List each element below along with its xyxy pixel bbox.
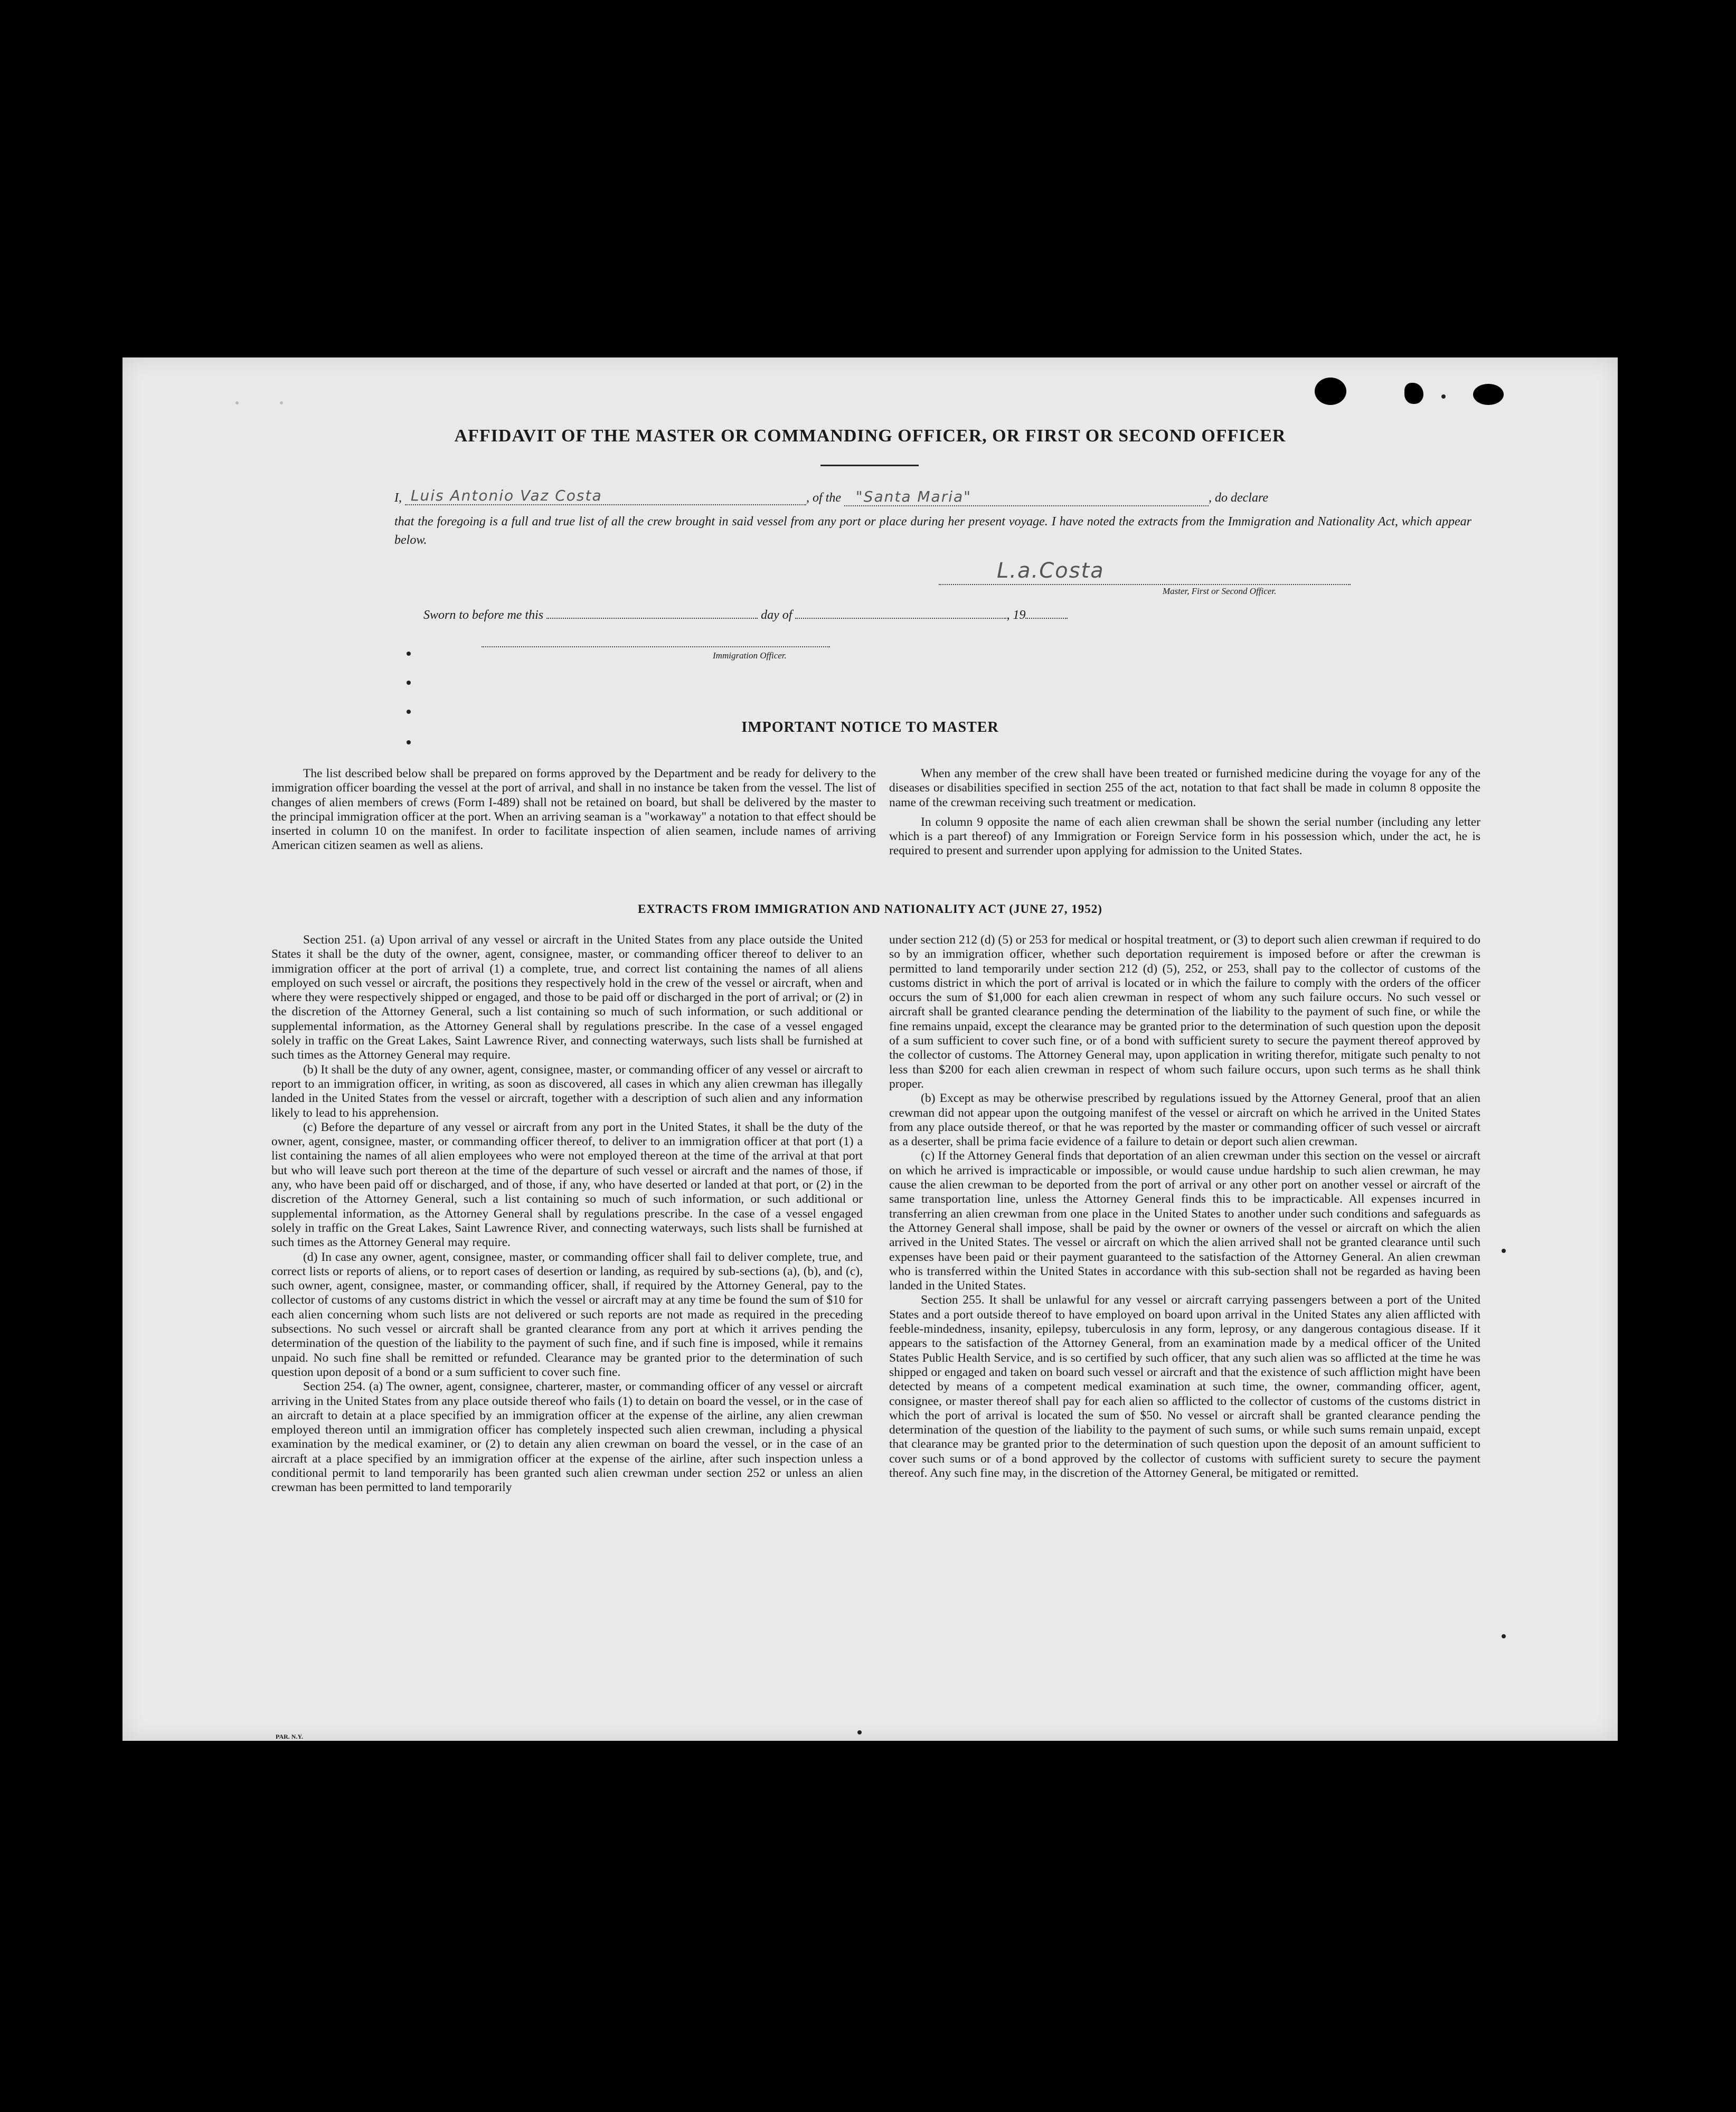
notice-right-column: [889, 767, 1480, 859]
background-speck: [235, 401, 239, 404]
sworn-month-field[interactable]: [795, 618, 1006, 619]
notice-right-paragraph-1: When any member of the crew shall have been treated or furnished medicine during the voyage for any of the diseases or disabilities specified in section 255 of the act, notation to that fact shall be made in column 8 opposite the name of the crewman receiving such treatment or medication.: [889, 767, 1480, 809]
declaration-body: that the foregoing is a full and true list of all the crew brought in said vessel from any port or place during her present voyage. I have noted the extracts from the Immigration and Nationality Act, which appear below.: [394, 515, 1471, 547]
section-254-a-cont: under section 212 (d) (5) or 253 for medical or hospital treatment, or (3) to deport such alien crewman if required to do so by an immigration officer, whether such deportation requirement is imposed before or after the crewman is permitted to land temporarily under section 212 (d) (5), 252, or 253, shall pay to the collector of customs of the customs district in which the port of arrival is located or in which the failure to comply with the orders of the officer occurs the sum of $1,000 for each alien crewman in respect of whom any such failure occurs. No such vessel or aircraft shall be granted clearance pending the determination of the liability to the payment of such fine, or while the fine remains unpaid, except the clearance may be granted prior to the determination of such question upon the deposit of a sum sufficient to cover such fine, or of a bond with sufficient surety to secure the payment thereof approved by the collector of customs. The Attorney General may, upon application in writing therefor, mitigate such penalty to not less than $200 for each alien crewman in respect of whom such failure occurs, upon such terms as he shall think proper.: [889, 933, 1480, 1091]
notice-left-paragraph: The list described below shall be prepared on forms approved by the Department and be ready for delivery to the immigration officer boarding the vessel at the port of arrival, and shall in no instance be taken from the vessel. The list of changes of alien members of crews (Form I-489) shall not be retained on board, but shall be delivered by the master to the principal immigration officer at the port. When an arriving seaman is a "workaway" a notation to that effect should be inserted in column 10 on the manifest. In order to facilitate inspection of alien seamen, include names of arriving American citizen seamen as well as aliens.: [271, 767, 876, 853]
decl-of: , of the: [806, 491, 841, 505]
punch-hole: [1404, 383, 1423, 404]
extracts-right-column: [889, 933, 1480, 1481]
section-254-a: Section 254. (a) The owner, agent, consignee, charterer, master, or commanding officer of any vessel or aircraft arriving in the United States from any place outside thereof who fails (1) to detain on board the vessel, or in the case of an aircraft to detain at a place specified by an immigration officer at the expense of the airline, any alien crewman employed thereon until an immigration officer has completely inspected such alien crewman, including a physical examination by the medical examiner, or (2) to detain any alien crewman on board the vessel, or in the case of an aircraft at a place specified by an immigration officer at the expense of the airline, after such inspection unless a conditional permit to land temporarily has been granted such alien crewman under section 252 or unless an alien crewman has been permitted to land temporarily: [271, 1380, 863, 1495]
declaration-line: [394, 488, 1471, 506]
margin-dot: [1502, 1249, 1506, 1253]
background-speck: [280, 401, 283, 404]
section-254-c: (c) If the Attorney General finds that deportation of an alien crewman under this section on the vessel or aircraft on which he arrived is impracticable or impossible, or would cause undue hardship to such alien crewman, he may cause the alien crewman to be deported from the port of arrival or any other port on another vessel or aircraft of the same transportation line, unless the Attorney General finds this to be impracticable. All expenses incurred in transferring an alien crewman from one place in the United States to another under such conditions and safeguards as the Attorney General shall impose, shall be paid by the owner or owners of the vessel or aircraft on which the alien arrived in the United States. The vessel or aircraft on which the alien arrived shall not be granted clearance until such expenses have been paid or their payment guaranteed to the satisfaction of the Attorney General. An alien crewman who is transferred within the United States in accordance with this sub-section shall not be regarded as having been landed in the United States.: [889, 1149, 1480, 1293]
section-251-c: (c) Before the departure of any vessel or aircraft from any port in the United States, it shall be the duty of the owner, agent, consignee, master, or commanding officer thereof, to deliver to an immigration officer at that port (1) a list containing the names of all alien employees who were not employed thereon at the time of the arrival at that port but who will leave such port thereon at the time of the departure of such vessel or aircraft and the names of those, if any, who have been paid off or discharged, and of those, if any, who have deserted or landed at that port, or (2) in the discretion of the Attorney General, such a list containing so much of such information, or such additional or supplemental information, as the Attorney General shall by regulations prescribe. In the case of a vessel engaged solely in traffic on the Great Lakes, Saint Lawrence River, and connecting waterways, such lists shall be furnished at such times as the Attorney General may require.: [271, 1120, 863, 1250]
heading-rule: [820, 465, 919, 466]
ink-dot: [1441, 394, 1446, 399]
punch-hole: [1315, 378, 1346, 405]
printer-mark: PAR. N.Y.: [276, 1733, 304, 1740]
affidavit-heading: AFFIDAVIT OF THE MASTER OR COMMANDING OFFICER, OR FIRST OR SECOND OFFICER: [454, 426, 1286, 446]
section-251-d: (d) In case any owner, agent, consignee, master, or commanding officer shall fail to deliver complete, true, and correct lists or reports of aliens, or to report cases of desertion or landing, as required by sub-sections (a), (b), and (c), such owner, agent, consignee, master, or commanding officer, shall, if required by the Attorney General, pay to the collector of customs of any customs district in which the vessel or aircraft may at any time be found the sum of $10 for each alien concerning whom such lists are not delivered or such reports are not made as required in the preceding subsections. No such vessel or aircraft shall be granted clearance from any port at which it arrives pending the determination of the question of the liability to the payment of such fine, and if such fine is imposed, while it remains unpaid. No such fine shall be remitted or refunded. Clearance may be granted prior to the determination of such question upon deposit of a bond or a sum sufficient to cover such fine.: [271, 1250, 863, 1379]
immigration-officer-label: Immigration Officer.: [713, 650, 787, 661]
decl-do: , do declare: [1209, 491, 1269, 505]
margin-dot: [857, 1730, 862, 1734]
master-signature-label: Master, First or Second Officer.: [1163, 586, 1277, 596]
extracts-left-column: [271, 933, 863, 1495]
sworn-label: Sworn to before me this: [423, 608, 544, 622]
notice-right-paragraph-2: In column 9 opposite the name of each alien crewman shall be shown the serial number (including any letter which is a part thereof) of any Immigration or Foreign Service form in his possession which, under the act, he is required to present and surrender upon applying for admission to the United States.: [889, 815, 1480, 858]
extracts-heading: EXTRACTS FROM IMMIGRATION AND NATIONALITY ACT (JUNE 27, 1952): [638, 902, 1102, 916]
margin-dot: [407, 652, 411, 656]
immigration-officer-signature-field[interactable]: [482, 646, 830, 647]
margin-dot: [1502, 1634, 1506, 1638]
sworn-day-field[interactable]: [546, 618, 758, 619]
year-prefix: , 19: [1006, 608, 1026, 622]
vessel-name-field[interactable]: "Santa Maria": [844, 488, 1209, 506]
section-251-b: (b) It shall be the duty of any owner, agent, consignee, master, or commanding officer of any vessel or aircraft to report to an immigration officer, in writing, as soon as discovered, all cases in which any alien crewman has illegally landed in the United States from the vessel or aircraft, together with a description of such alien and any information likely to lead to his apprehension.: [271, 1062, 863, 1120]
sworn-year-field[interactable]: [1025, 618, 1068, 619]
margin-dot: [407, 710, 411, 714]
notice-left-column: [271, 767, 876, 853]
section-255: Section 255. It shall be unlawful for any vessel or aircraft carrying passengers between a port of the United States and a port outside thereof to have employed on board upon arrival in the United States any alien afflicted with feeble-mindedness, insanity, epilepsy, tuberculosis in any form, leprosy, or any dangerous contagious disease. If it appears to the satisfaction of the Attorney General, from an examination made by a medical officer of the United States Public Health Service, and is so certified by such officer, that any such alien was so afflicted at the time he was shipped or engaged and taken on board such vessel or aircraft and that the existence of such affliction might have been detected by means of a competent medical examination at such time, the owner, commanding officer, agent, consignee, or master thereof shall pay for each alien so afflicted to the collector of customs of the customs district in which the port of arrival is located the sum of $50. No vessel or aircraft shall be granted clearance pending the determination of the question of the liability to the payment of such sums, or while such sums remain unpaid, except that clearance may be granted prior to the determination of such question upon the deposit of an amount sufficient to cover such sums or of a bond approved by the collector of customs with sufficient surety to secure the payment thereof. Any such fine may, in the discretion of the Attorney General, be mitigated or remitted.: [889, 1293, 1480, 1480]
affidavit-form-page: [122, 357, 1618, 1741]
punch-hole: [1473, 384, 1504, 405]
master-name-field[interactable]: Luis Antonio Vaz Costa: [405, 487, 806, 505]
margin-dot: [407, 681, 411, 685]
section-254-b: (b) Except as may be otherwise prescribed by regulations issued by the Attorney General, proof that an alien crewman did not appear upon the outgoing manifest of the vessel or aircraft on which he arrived in the United States from any place outside thereof, or that he was reported by the master or commanding officer of such vessel or aircraft as a deserter, shall be prima facie evidence of a failure to detain or deport such alien crewman.: [889, 1091, 1480, 1149]
master-signature-field[interactable]: L.a.Costa: [939, 561, 1351, 585]
decl-i: I,: [394, 491, 402, 505]
day-of-label: day of: [761, 608, 792, 622]
section-251-a: Section 251. (a) Upon arrival of any vessel or aircraft in the United States from any place outside the United States it shall be the duty of the owner, agent, consignee, master, or commanding officer thereof to deliver to an immigration officer at the port of arrival (1) a complete, true, and correct list containing the names of all aliens employed on such vessel or aircraft, the positions they respectively hold in the crew of the vessel or aircraft, when and where they were respectively shipped or engaged, and those to be paid off or discharged in the port of arrival; or (2) in the discretion of the Attorney General, such a list containing so much of such information, or such additional or supplemental information, as the Attorney General shall by regulations prescribe. In the case of a vessel engaged solely in traffic on the Great Lakes, Saint Lawrence River, and connecting waterways, such lists shall be furnished at such times as the Attorney General may require.: [271, 933, 863, 1062]
margin-dot: [407, 740, 411, 744]
sworn-line: [423, 608, 1068, 623]
notice-heading: IMPORTANT NOTICE TO MASTER: [741, 719, 999, 736]
